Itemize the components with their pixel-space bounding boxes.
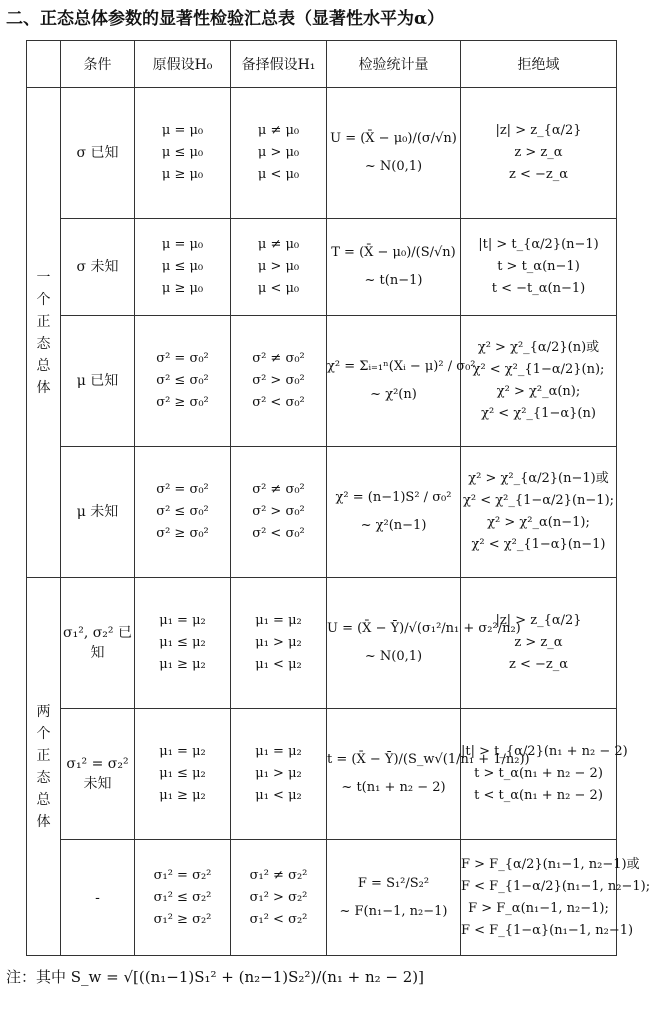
h0-line: σ² = σ₀² (156, 482, 209, 497)
rejection-line: χ² > χ²_{α/2}(n)或 (477, 340, 600, 355)
group-label-text: 两 个 正 态 总 体 (36, 703, 51, 830)
h0-line: μ₁ ≤ μ₂ (159, 766, 206, 781)
rejection-cell (461, 219, 617, 316)
statistic-cell (327, 316, 476, 447)
h0-line: σ² ≥ σ₀² (156, 395, 209, 410)
statistic-distribution: ~ F(n₁−1, n₂−1) (339, 903, 448, 919)
h1-line: μ₁ < μ₂ (255, 657, 302, 672)
h1-cell (231, 578, 327, 709)
table-row (27, 316, 617, 447)
rejection-line: |t| > t_{α/2}(n−1) (478, 237, 599, 252)
h1-line: μ < μ₀ (257, 167, 300, 182)
h0-cell (135, 219, 231, 316)
h1-cell (231, 219, 327, 316)
rejection-line: F < F_{1−α/2}(n₁−1, n₂−1); (461, 878, 650, 894)
h1-line: μ > μ₀ (257, 259, 300, 274)
statistic-cell (327, 88, 461, 219)
h0-cell (135, 578, 231, 709)
rejection-line: |z| > z_{α/2} (495, 613, 582, 628)
h0-line: μ₁ = μ₂ (159, 613, 206, 628)
header-condition: 条件 (61, 41, 135, 88)
footnote: 注：其中 S_w = √[((n₁−1)S₁² + (n₂−1)S₂²)/(n₁ + n₂ − 2)] (6, 968, 425, 986)
h1-line: σ² < σ₀² (252, 395, 305, 410)
header-corner (27, 41, 61, 88)
h1-cell (231, 316, 327, 447)
h1-line: σ₁² ≠ σ₂² (249, 867, 308, 883)
statistic-formula: U = (X̄ − μ₀)/(σ/√n) (330, 131, 457, 146)
h0-line: μ ≤ μ₀ (161, 259, 204, 274)
condition-cell: σ₁² = σ₂² 未知 (61, 709, 135, 840)
h1-line: μ < μ₀ (257, 281, 300, 296)
statistic-distribution: ~ t(n₁ + n₂ − 2) (341, 780, 446, 795)
statistic-formula: t = (X̄ − Ȳ)/(S_w√(1/n₁ + 1/n₂)) (327, 752, 530, 767)
rejection-cell (461, 447, 617, 578)
h1-line: μ₁ < μ₂ (255, 788, 302, 803)
table-row (27, 219, 617, 316)
condition-cell: σ 已知 (61, 88, 135, 219)
h1-line: μ₁ > μ₂ (255, 635, 302, 650)
h1-cell (231, 447, 327, 578)
rejection-line: χ² > χ²_α(n); (496, 384, 581, 399)
rejection-line: χ² < χ²_{1−α/2}(n); (472, 362, 605, 377)
h0-line: μ₁ ≤ μ₂ (159, 635, 206, 650)
rejection-line: z > z_α (514, 145, 563, 160)
statistic-distribution: ~ t(n−1) (364, 273, 423, 288)
rejection-line: χ² > χ²_{α/2}(n−1)或 (468, 471, 609, 486)
condition-cell: - (61, 840, 135, 956)
h1-line: μ > μ₀ (257, 145, 300, 160)
statistic-formula: χ² = Σᵢ₌₁ⁿ(Xᵢ − μ)² / σ₀² (327, 359, 476, 374)
h0-line: μ ≥ μ₀ (161, 281, 204, 296)
table-row (27, 88, 617, 219)
rejection-line: t > t_α(n₁ + n₂ − 2) (474, 766, 603, 781)
header-null-hypothesis: 原假设H₀ (135, 41, 231, 88)
h0-line: σ₁² ≥ σ₂² (153, 911, 212, 927)
rejection-line: F < F_{1−α}(n₁−1, n₂−1) (461, 922, 634, 938)
h0-line: σ² ≥ σ₀² (156, 526, 209, 541)
h1-cell (231, 88, 327, 219)
h0-line: μ ≥ μ₀ (161, 167, 204, 182)
rejection-line: F > F_α(n₁−1, n₂−1); (468, 900, 609, 916)
statistic-distribution: ~ N(0,1) (364, 159, 423, 174)
h0-cell (135, 447, 231, 578)
table-header-row (27, 41, 617, 88)
h0-line: μ = μ₀ (161, 237, 204, 252)
table-row (27, 840, 617, 956)
statistic-formula: F = S₁²/S₂² (357, 875, 430, 891)
statistic-cell (327, 447, 461, 578)
h1-line: μ₁ = μ₂ (255, 613, 302, 628)
h0-line: σ² = σ₀² (156, 351, 209, 366)
condition-cell: σ 未知 (61, 219, 135, 316)
header-alt-hypothesis: 备择假设H₁ (231, 41, 327, 88)
rejection-cell (461, 88, 617, 219)
rejection-line: |t| > t_{α/2}(n₁ + n₂ − 2) (461, 744, 628, 759)
h0-cell (135, 840, 231, 956)
condition-cell: μ 未知 (61, 447, 135, 578)
header-test-statistic: 检验统计量 (327, 41, 461, 88)
h0-line: μ₁ ≥ μ₂ (159, 657, 206, 672)
h1-line: σ² ≠ σ₀² (252, 351, 305, 366)
table-row (27, 447, 617, 578)
h1-line: μ ≠ μ₀ (257, 123, 300, 138)
rejection-line: z > z_α (514, 635, 563, 650)
condition-cell: μ 已知 (61, 316, 135, 447)
statistic-distribution: ~ χ²(n−1) (360, 518, 427, 533)
rejection-line: z < −z_α (508, 657, 569, 672)
h1-line: σ² > σ₀² (252, 504, 305, 519)
group-label-one-population (27, 88, 61, 578)
h1-cell (231, 709, 327, 840)
h1-line: σ² > σ₀² (252, 373, 305, 388)
statistic-distribution: ~ N(0,1) (364, 649, 423, 664)
h0-line: σ₁² = σ₂² (153, 867, 212, 883)
rejection-line: F > F_{α/2}(n₁−1, n₂−1)或 (461, 856, 640, 872)
rejection-line: t < t_α(n₁ + n₂ − 2) (474, 788, 603, 803)
condition-cell: σ₁², σ₂² 已知 (61, 578, 135, 709)
h0-line: μ₁ = μ₂ (159, 744, 206, 759)
statistic-distribution: ~ χ²(n) (370, 387, 417, 402)
h0-cell (135, 88, 231, 219)
table-row (27, 578, 617, 709)
group-label-two-populations (27, 578, 61, 956)
h1-line: σ₁² < σ₂² (249, 911, 308, 927)
statistic-cell (327, 219, 461, 316)
hypothesis-test-table (26, 40, 650, 956)
h0-line: σ₁² ≤ σ₂² (153, 889, 212, 905)
statistic-formula: T = (X̄ − μ₀)/(S/√n) (331, 245, 456, 260)
page-title: 二、正态总体参数的显著性检验汇总表（显著性水平为α） (6, 9, 445, 29)
rejection-cell (461, 709, 628, 840)
rejection-line: t < −t_α(n−1) (491, 281, 586, 296)
rejection-cell (461, 316, 617, 447)
statistic-formula: U = (X̄ − Ȳ)/√(σ₁²/n₁ + σ₂²/n₂) (327, 621, 521, 636)
rejection-line: χ² < χ²_{1−α}(n−1) (471, 537, 606, 552)
h0-cell (135, 709, 231, 840)
h0-line: μ = μ₀ (161, 123, 204, 138)
h1-line: σ² ≠ σ₀² (252, 482, 305, 497)
statistic-formula: χ² = (n−1)S² / σ₀² (335, 490, 452, 505)
rejection-line: t > t_α(n−1) (497, 259, 580, 274)
h0-line: μ ≤ μ₀ (161, 145, 204, 160)
h0-line: σ² ≤ σ₀² (156, 373, 209, 388)
h1-line: μ ≠ μ₀ (257, 237, 300, 252)
h0-line: σ² ≤ σ₀² (156, 504, 209, 519)
rejection-line: χ² > χ²_α(n−1); (487, 515, 590, 530)
header-rejection-region: 拒绝域 (461, 41, 617, 88)
h0-line: μ₁ ≥ μ₂ (159, 788, 206, 803)
h0-cell (135, 316, 231, 447)
h1-line: σ₁² > σ₂² (249, 889, 308, 905)
statistic-cell (327, 840, 461, 956)
table-row (27, 709, 617, 840)
h1-line: μ₁ > μ₂ (255, 766, 302, 781)
rejection-cell (461, 578, 617, 709)
group-label-text: 一 个 正 态 总 体 (36, 269, 51, 396)
rejection-line: χ² < χ²_{1−α}(n) (481, 406, 596, 421)
rejection-line: χ² < χ²_{1−α/2}(n−1); (462, 493, 615, 508)
rejection-cell (461, 840, 650, 956)
statistic-cell (327, 709, 530, 840)
h1-line: μ₁ = μ₂ (255, 744, 302, 759)
statistic-cell (327, 578, 521, 709)
h1-line: σ² < σ₀² (252, 526, 305, 541)
rejection-line: z < −z_α (508, 167, 569, 182)
rejection-line: |z| > z_{α/2} (495, 123, 582, 138)
h1-cell (231, 840, 327, 956)
